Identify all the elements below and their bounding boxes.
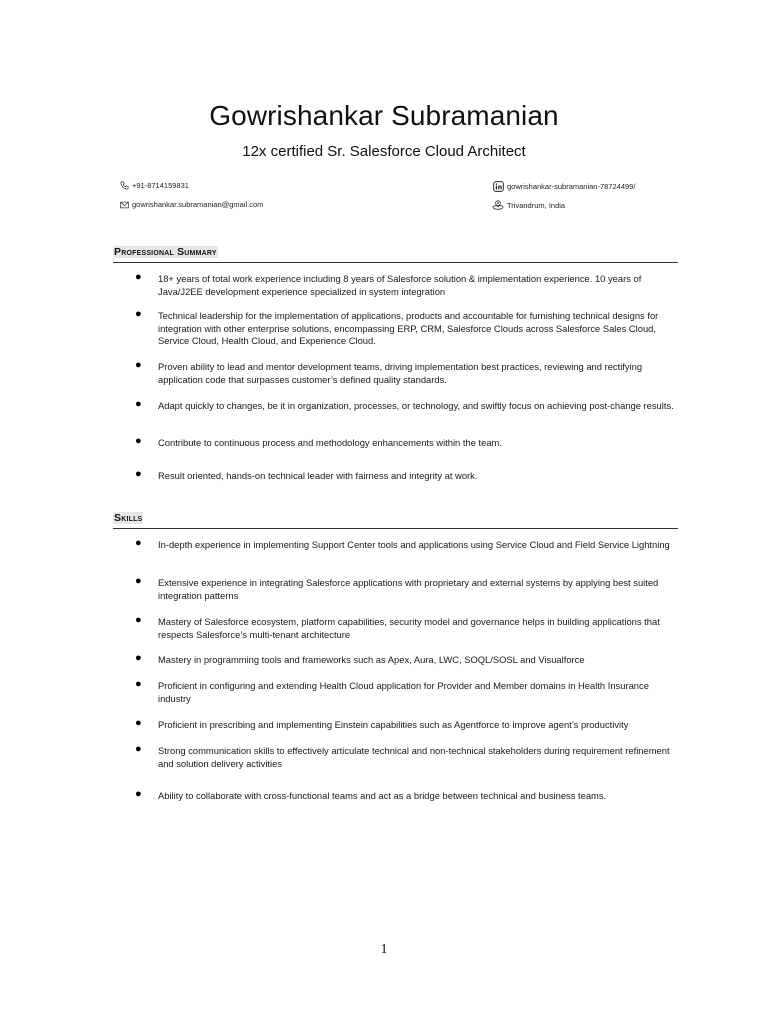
- bullet-icon: ●: [135, 678, 142, 690]
- bullet-icon: ●: [135, 788, 142, 800]
- section-title: Skills: [114, 512, 143, 524]
- candidate-name: Gowrishankar Subramanian: [209, 100, 559, 131]
- list-item: ● Result oriented, hands-on technical leader with fairness and integrity at work.: [135, 468, 478, 481]
- list-item: ● Mastery in programming tools and frameworks such as Apex, Aura, LWC, SOQL/SOSL and Visualforce: [135, 652, 585, 665]
- list-item: ● Mastery of Salesforce ecosystem, platform capabilities, security model and governance helps in building applications that respects Salesforce’s multi-tenant architecture: [135, 614, 660, 640]
- contact-linkedin[interactable]: [493, 181, 635, 192]
- bullet-icon: ●: [135, 717, 142, 729]
- email-address: gowrishankar.subramanian@gmail.com: [132, 200, 264, 209]
- list-item: ● 18+ years of total work experience including 8 years of Salesforce solution & implementation experience. 10 years of Java/J2EE development experience specialized in system integration: [135, 271, 642, 297]
- list-item: ● Strong communication skills to effectively articulate technical and non-technical stakeholders during requirement refinement and solution delivery activities: [135, 743, 670, 769]
- list-item: ● Technical leadership for the implementation of applications, products and accountable for furnishing technical designs for integration with other enterprise solutions, encompassing ERP, CRM, Salesforce Clouds across Salesforce Sales Cloud, Service Cloud, Health Cloud, and Experience Cloud.: [135, 308, 659, 346]
- bullet-icon: ●: [135, 575, 142, 587]
- contact-phone[interactable]: [120, 181, 189, 190]
- contact-email[interactable]: [120, 200, 263, 209]
- list-item: ● In-depth experience in implementing Support Center tools and applications using Service Cloud and Field Service Lightning: [135, 537, 670, 550]
- linkedin-icon: [493, 181, 504, 192]
- location-text: Trivandrum, India: [507, 200, 566, 210]
- list-item: ● Contribute to continuous process and methodology enhancements within the team.: [135, 435, 502, 448]
- page-number: 1: [380, 942, 388, 957]
- list-item: ● Extensive experience in integrating Salesforce applications with proprietary and external systems by applying best suited integration patterns: [135, 575, 659, 601]
- bullet-icon: ●: [135, 271, 142, 283]
- contact-location: [492, 200, 565, 210]
- list-item: ● Proficient in configuring and extending Health Cloud application for Provider and Member domains in Health Insurance industry: [135, 678, 649, 704]
- location-icon: [492, 200, 504, 210]
- bullet-icon: ●: [135, 743, 142, 755]
- professional-summary-heading: [113, 242, 678, 263]
- email-icon: [120, 201, 129, 209]
- linkedin-handle: gowrishankar-subramanian-78724499/: [507, 182, 636, 191]
- bullet-icon: ●: [135, 398, 142, 410]
- skills-heading: [113, 508, 678, 529]
- bullet-icon: ●: [135, 614, 142, 626]
- bullet-icon: ●: [135, 308, 142, 320]
- list-item: ● Proven ability to lead and mentor development teams, driving implementation best practices, reviewing and rectifying application code that surpasses customer’s defined quality standards.: [135, 359, 643, 385]
- bullet-icon: ●: [135, 468, 142, 480]
- bullet-icon: ●: [135, 359, 142, 371]
- bullet-icon: ●: [135, 537, 142, 549]
- list-item: ● Adapt quickly to changes, be it in organization, processes, or technology, and swiftly focus on achieving post-change results.: [135, 398, 674, 411]
- bullet-icon: ●: [135, 652, 142, 664]
- list-item: ● Ability to collaborate with cross-functional teams and act as a bridge between technical and business teams.: [135, 788, 607, 801]
- list-item: ● Proficient in prescribing and implementing Einstein capabilities such as Agentforce to improve agent’s productivity: [135, 717, 629, 730]
- phone-number: +91-8714159831: [132, 181, 189, 190]
- phone-icon: [120, 181, 129, 190]
- section-title: Professional Summary: [114, 246, 217, 258]
- bullet-icon: ●: [135, 435, 142, 447]
- candidate-title: 12x certified Sr. Salesforce Cloud Architect: [242, 143, 526, 160]
